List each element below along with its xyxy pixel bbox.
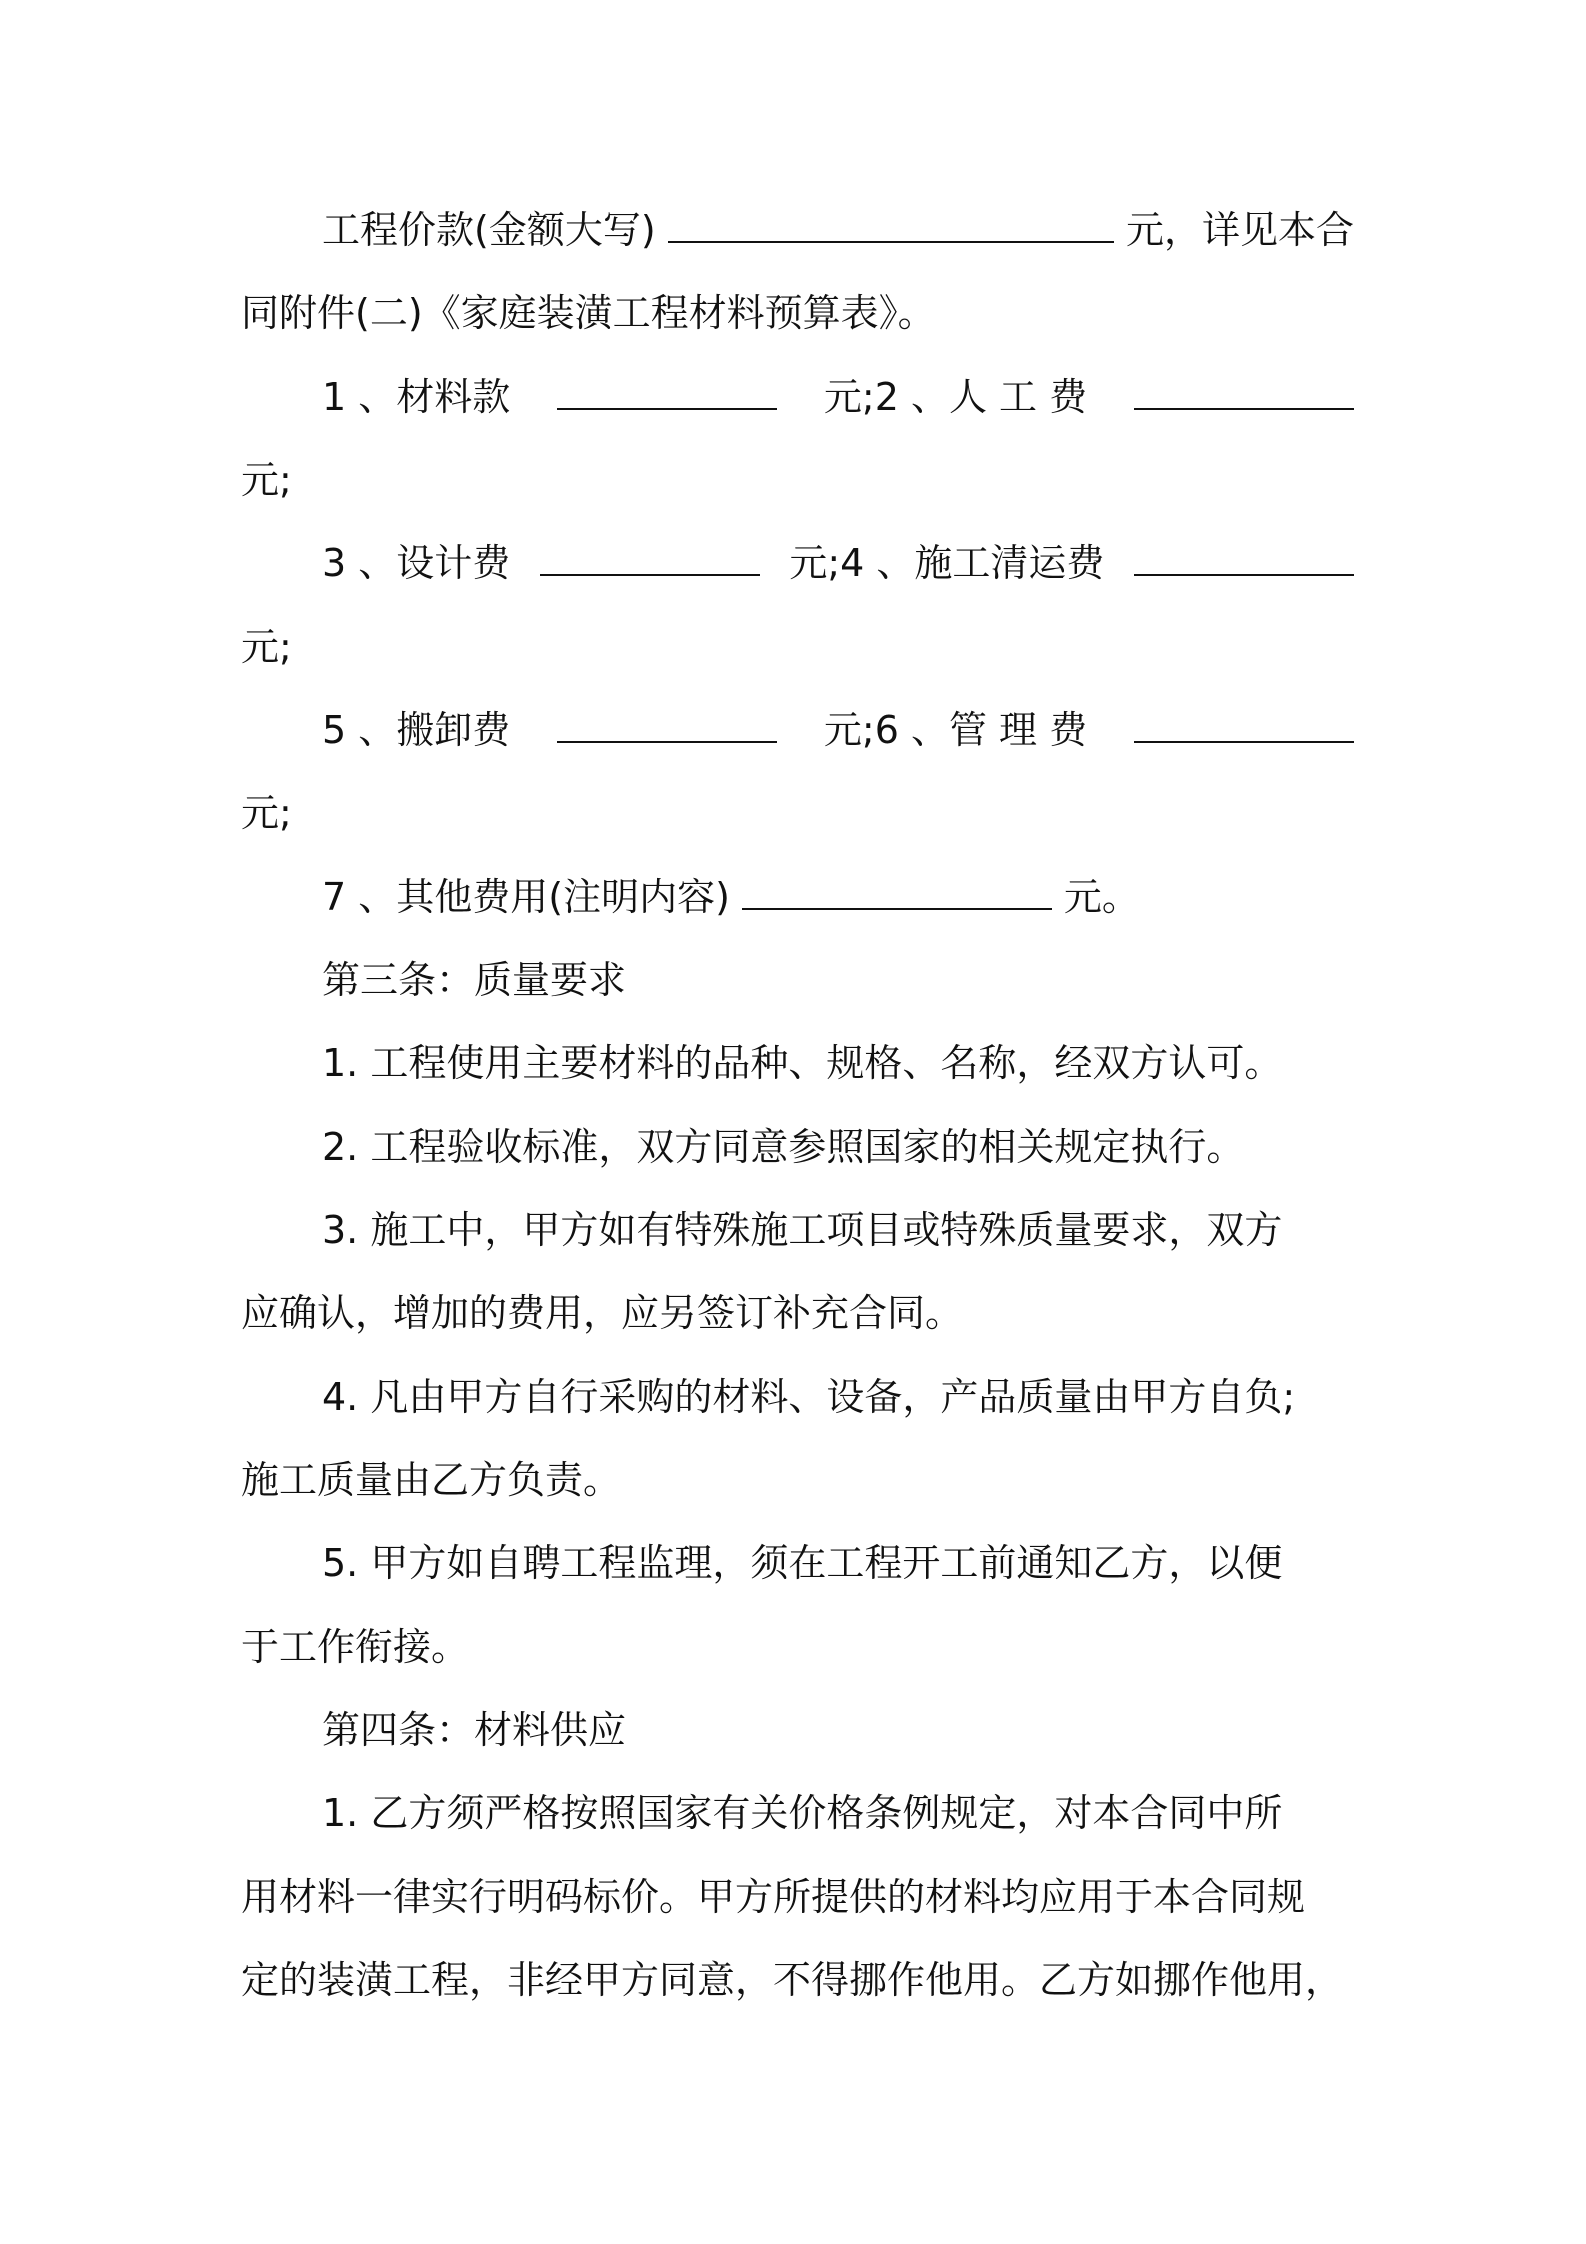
blank-field[interactable] — [1134, 544, 1354, 576]
line-text: 元; — [241, 791, 292, 835]
line-text: 元，详见本合 — [1125, 208, 1354, 252]
blank-field[interactable] — [557, 711, 777, 743]
blank-field[interactable] — [557, 378, 777, 410]
line-text: 元;4 、施工清运费 — [789, 541, 1105, 585]
contract-line — [322, 1373, 1354, 1421]
contract-line — [322, 539, 1354, 587]
line-text: 定的装潢工程，非经甲方同意，不得挪作他用。乙方如挪作他用， — [241, 1958, 1344, 2002]
line-text: 应确认，增加的费用，应另签订补充合同。 — [241, 1291, 964, 1335]
contract-line — [322, 1789, 1354, 1837]
line-text: 工程价款(金额大写) — [322, 208, 656, 252]
contract-line — [322, 206, 1354, 254]
blank-field[interactable] — [540, 544, 760, 576]
line-text: 施工质量由乙方负责。 — [241, 1458, 622, 1502]
blank-field[interactable] — [742, 878, 1052, 910]
blank-field[interactable] — [668, 211, 1114, 243]
contract-line — [322, 373, 1354, 421]
line-text: 3 、设计费 — [322, 541, 511, 585]
line-text: 1 、材料款 — [322, 375, 511, 419]
contract-line — [322, 1206, 1354, 1254]
heading-text: 第三条：质量要求 — [322, 958, 627, 1002]
line-text: 5. 甲方如自聘工程监理，须在工程开工前通知乙方，以便 — [322, 1541, 1283, 1585]
section-heading — [322, 956, 1354, 1004]
contract-line — [241, 1289, 1354, 1337]
blank-field[interactable] — [1134, 378, 1354, 410]
line-text: 于工作衔接。 — [241, 1625, 470, 1669]
contract-line — [241, 1623, 1354, 1671]
line-text: 4. 凡由甲方自行采购的材料、设备，产品质量由甲方自负; — [322, 1375, 1296, 1419]
line-text: 用材料一律实行明码标价。甲方所提供的材料均应用于本合同规 — [241, 1875, 1306, 1919]
line-text: 5 、搬卸费 — [322, 708, 511, 752]
contract-line — [241, 1956, 1354, 2004]
line-text: 元。 — [1063, 875, 1140, 919]
heading-text: 第四条：材料供应 — [322, 1708, 627, 1752]
contract-line — [322, 873, 1354, 921]
line-text: 3. 施工中，甲方如有特殊施工项目或特殊质量要求，双方 — [322, 1208, 1283, 1252]
line-text: 1. 乙方须严格按照国家有关价格条例规定，对本合同中所 — [322, 1791, 1283, 1835]
contract-line — [241, 289, 1354, 337]
line-text: 元; — [241, 458, 292, 502]
contract-line — [322, 1039, 1354, 1087]
contract-line — [241, 623, 1354, 671]
contract-line — [241, 1456, 1354, 1504]
contract-line — [322, 706, 1354, 754]
line-text: 元;6 、管 理 费 — [823, 708, 1088, 752]
contract-line — [322, 1539, 1354, 1587]
line-text: 元; — [241, 625, 292, 669]
line-text: 7 、其他费用(注明内容) — [322, 875, 730, 919]
line-text: 元;2 、人 工 费 — [823, 375, 1088, 419]
contract-line — [241, 789, 1354, 837]
line-text: 同附件(二)《家庭装潢工程材料预算表》。 — [241, 291, 936, 335]
line-text: 2. 工程验收标准，双方同意参照国家的相关规定执行。 — [322, 1125, 1245, 1169]
blank-field[interactable] — [1134, 711, 1354, 743]
contract-line — [322, 1123, 1354, 1171]
line-text: 1. 工程使用主要材料的品种、规格、名称，经双方认可。 — [322, 1041, 1283, 1085]
section-heading — [322, 1706, 1354, 1754]
contract-line — [241, 1873, 1354, 1921]
contract-line — [241, 456, 1354, 504]
